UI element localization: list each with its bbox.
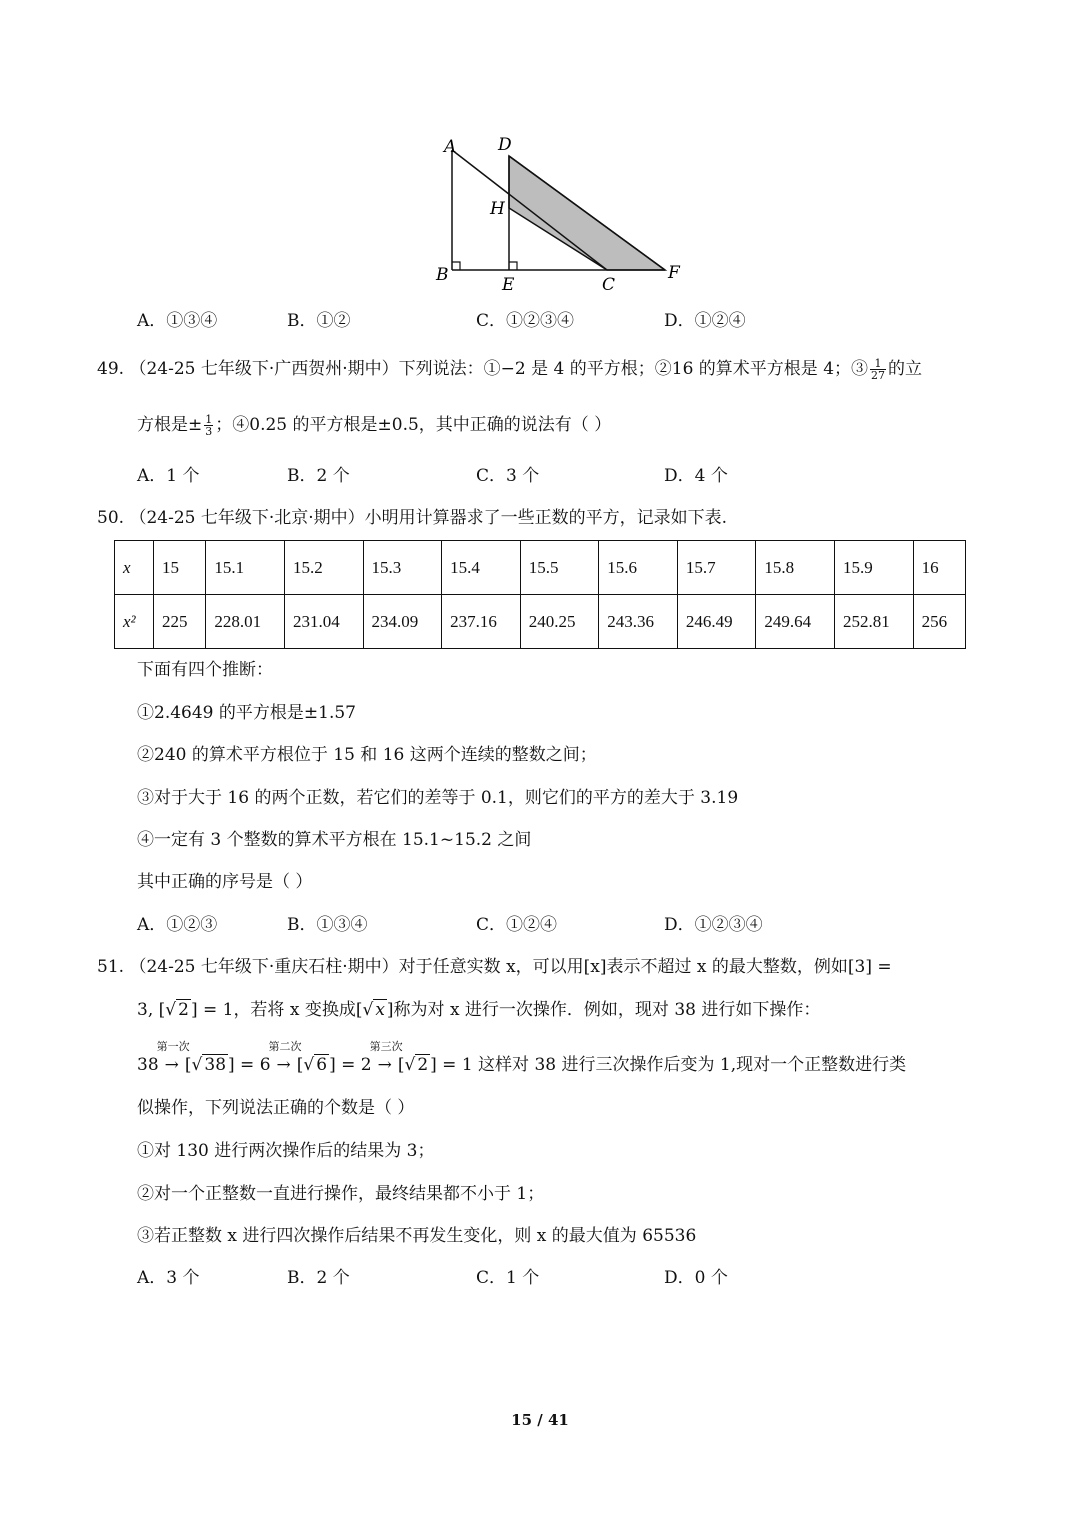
label-b: B [436,265,449,285]
label-a: A [444,137,457,157]
q50-statement-3: ③对于大于 16 的两个正数，若它们的差等于 0.1，则它们的平方的差大于 3.19 [137,788,739,808]
table-cell: 246.49 [677,595,756,649]
q50-option-a[interactable]: A．①②③ [137,915,218,935]
q51-option-b[interactable]: B．2 个 [287,1268,350,1288]
page-number: 15 / 41 [511,1411,569,1429]
sqrt-6: √ 6 [303,1055,328,1075]
q49-option-b[interactable]: B．2 个 [287,466,350,486]
q50-intro: 下面有四个推断： [137,660,273,680]
table-cell: 231.04 [284,595,363,649]
q48-option-a[interactable]: A．①③④ [137,311,218,331]
table-row-x [115,541,966,595]
table-cell: 15.3 [363,541,442,595]
q49-line1 [97,358,922,381]
table-cell: 15.8 [756,541,835,595]
q51-operation-chain: 38 第一次 → [√ 38 ] = 6 第二次 → [√ 6 ] = 2 第三次 → [√ 2 ] = 1 这样对 38 进行三次操作后变为 1,现对一个正整数进行类 [137,1040,907,1075]
q50-statement-4: ④一定有 3 个整数的算术平方根在 15.1~15.2 之间 [137,830,532,850]
q48-option-c[interactable]: C．①②③④ [476,311,575,331]
label-d: D [498,135,512,155]
label-c: C [602,275,616,295]
table-cell: 15.6 [599,541,678,595]
table-cell: 240.25 [520,595,599,649]
arrow-step-3: 第三次 → [369,1040,403,1075]
table-cell: 16 [913,541,965,595]
table-cell: 15 [154,541,206,595]
table-cell: 252.81 [835,595,914,649]
sqrt-x: √ x [362,1000,385,1020]
arrow-step-2: 第二次 → [268,1040,302,1075]
table-header-x: x [115,541,154,595]
q51-statement-3: ③若正整数 x 进行四次操作后结果不再发生变化，则 x 的最大值为 65536 [137,1226,697,1246]
table-cell: 249.64 [756,595,835,649]
q49-fraction-1-27: $\frac{1}{27}$ [871,357,886,382]
table-cell: 225 [154,595,206,649]
q51-statement-1: ①对 130 进行两次操作后的结果为 3； [137,1141,435,1161]
arrow-step-1: 第一次 → [156,1040,190,1075]
squares-table [114,540,966,649]
q49-number: 49. [97,359,125,379]
table-cell: 237.16 [442,595,521,649]
q51-line4: 似操作，下列说法正确的个数是（ ） [137,1098,415,1118]
right-angle-e [509,262,517,270]
table-cell: 234.09 [363,595,442,649]
q51-statement-2: ②对一个正整数一直进行操作，最终结果都不小于 1； [137,1184,545,1204]
q51-option-c[interactable]: C．1 个 [476,1268,540,1288]
q50-option-d[interactable]: D．①②③④ [664,915,763,935]
triangle-figure [420,130,700,300]
table-cell: 15.5 [520,541,599,595]
table-header-x2: x² [115,595,154,649]
q50-stem: 50. （24-25 七年级下·北京·期中）小明用计算器求了一些正数的平方，记录如下表. [97,508,728,528]
table-cell: 256 [913,595,965,649]
q49-option-a[interactable]: A．1 个 [137,466,200,486]
table-cell: 15.1 [206,541,285,595]
label-f: F [668,263,680,283]
label-e: E [502,275,515,295]
q48-option-d[interactable]: D．①②④ [664,311,746,331]
table-cell: 15.2 [284,541,363,595]
q50-ask: 其中正确的序号是（ ） [137,872,313,892]
q51-number: 51. [97,957,125,977]
q51-line1: 51. （24-25 七年级下·重庆石柱·期中）对于任意实数 x，可以用[x]表示不超过 x 的最大整数，例如[3] = [97,957,892,977]
table-cell: 228.01 [206,595,285,649]
q50-statement-1: ①2.4649 的平方根是±1.57 [137,703,356,723]
q48-option-b[interactable]: B．①② [287,311,351,331]
sqrt-2-again: √ 2 [404,1055,429,1075]
q49-text-b: 的立 [888,359,923,379]
table-cell: 243.36 [599,595,678,649]
table-cell: 15.4 [442,541,521,595]
q50-option-b[interactable]: B．①③④ [287,915,368,935]
sqrt-2: √ 2 [165,1000,189,1020]
q51-option-d[interactable]: D．0 个 [664,1268,728,1288]
table-row-x2 [115,595,966,649]
q49-fraction-1-3: $\frac{1}{3}$ [205,413,213,438]
right-angle-b [452,262,460,270]
table-cell: 15.9 [835,541,914,595]
q49-option-d[interactable]: D．4 个 [664,466,728,486]
q49-line2: 方根是± $\frac{1}{3}$ ；④0.25 的平方根是±0.5，其中正确的说法有（ ） [137,413,612,438]
q50-statement-2: ②240 的算术平方根位于 15 和 16 这两个连续的整数之间； [137,745,597,765]
q51-line2: 3, [√ 2 ] = 1，若将 x 变换成[√ x ]称为对 x 进行一次操作．例如，现对 38 进行如下操作： [137,1000,821,1020]
q49-option-c[interactable]: C．3 个 [476,466,540,486]
sqrt-38: √ 38 [191,1055,227,1075]
table-cell: 15.7 [677,541,756,595]
q50-option-c[interactable]: C．①②④ [476,915,558,935]
q49-text-a: （24-25 七年级下·广西贺州·期中）下列说法：①−2 是 4 的平方根；②16 的算术平方根是 4；③ [129,359,869,379]
q51-option-a[interactable]: A．3 个 [137,1268,200,1288]
label-h: H [490,199,505,219]
q50-number: 50. [97,508,125,528]
